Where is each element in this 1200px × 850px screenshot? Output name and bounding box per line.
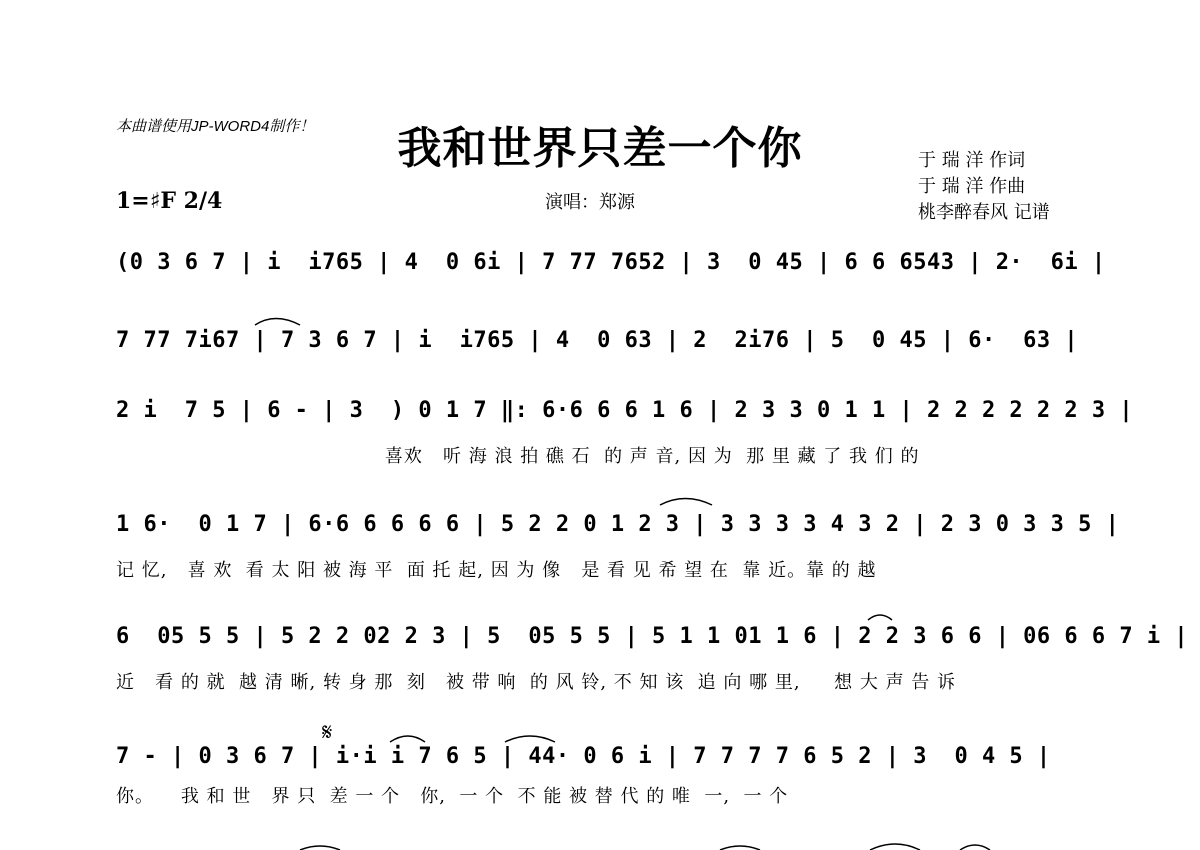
slur-bottom-d	[960, 845, 990, 850]
singer-credit: 演唱：郑源	[545, 192, 635, 213]
score-line-5-notes: 6 05 5 5 | 5 2 2 02 2 3 | 5 05 5 5 | 5 1 1 01 1 6 | 2 2 3 6 6 | 06 6 6 7 i |	[116, 624, 1189, 649]
software-credit: 本曲谱使用JP-WORD4制作！	[116, 118, 315, 135]
slur-line-5	[868, 615, 892, 620]
lyricist-credit: 于 瑞 洋 作词	[918, 150, 1026, 171]
key-signature: 1=♯F 2/4	[116, 188, 223, 214]
slur-line-4	[660, 499, 712, 506]
score-line-3-lyrics: 喜欢 听 海 浪 拍 礁 石 的 声 音, 因 为 那 里 藏 了 我 们 的	[116, 446, 920, 467]
song-title: 我和世界只差一个你	[397, 123, 803, 174]
slur-line-6a	[390, 736, 425, 742]
slur-bottom-b	[720, 846, 760, 850]
slur-line-6b	[505, 736, 555, 742]
score-line-6-notes: 7 - | 0 3 6 7 | i·i i 7 6 5 | 44· 0 6 i | 7 7 7 7 6 5 2 | 3 0 4 5 |	[116, 744, 1051, 769]
score-line-3-notes: 2 i 7 5 | 6 - | 3 ) 0 1 7 ‖: 6·6 6 6 1 6 | 2 3 3 0 1 1 | 2 2 2 2 2 2 3 |	[116, 398, 1134, 423]
segno-sign: 𝄋	[322, 718, 333, 746]
score-line-4-lyrics: 记 忆, 喜 欢 看 太 阳 被 海 平 面 托 起, 因 为 像 是 看 见 希 望 在 靠 近。靠 的 越	[116, 560, 877, 581]
score-line-1-notes: (0 3 6 7 | i i765 | 4 0 6i | 7 77 7652 | 3 0 45 | 6 6 6543 | 2· 6i |	[116, 250, 1106, 275]
composer-credit: 于 瑞 洋 作曲	[918, 176, 1026, 197]
score-line-2-notes: 7 77 7i67 | 7 3 6 7 | i i765 | 4 0 63 | 2 2i76 | 5 0 45 | 6· 63 |	[116, 328, 1079, 353]
score-line-4-notes: 1 6· 0 1 7 | 6·6 6 6 6 6 | 5 2 2 0 1 2 3 | 3 3 3 3 4 3 2 | 2 3 0 3 3 5 |	[116, 512, 1120, 537]
slur-line-2	[255, 319, 300, 326]
slur-bottom-a	[300, 846, 340, 850]
score-line-5-lyrics: 近 看 的 就 越 清 晰, 转 身 那 刻 被 带 响 的 风 铃, 不 知 该 追 向 哪 里, 想 大 声 告 诉	[116, 672, 957, 693]
transcriber-credit: 桃李醉春风 记谱	[918, 202, 1050, 223]
score-line-6-lyrics: 你。 我 和 世 界 只 差 一 个 你, 一 个 不 能 被 替 代 的 唯 一, 一 个	[116, 786, 789, 807]
slur-bottom-c	[870, 844, 920, 850]
